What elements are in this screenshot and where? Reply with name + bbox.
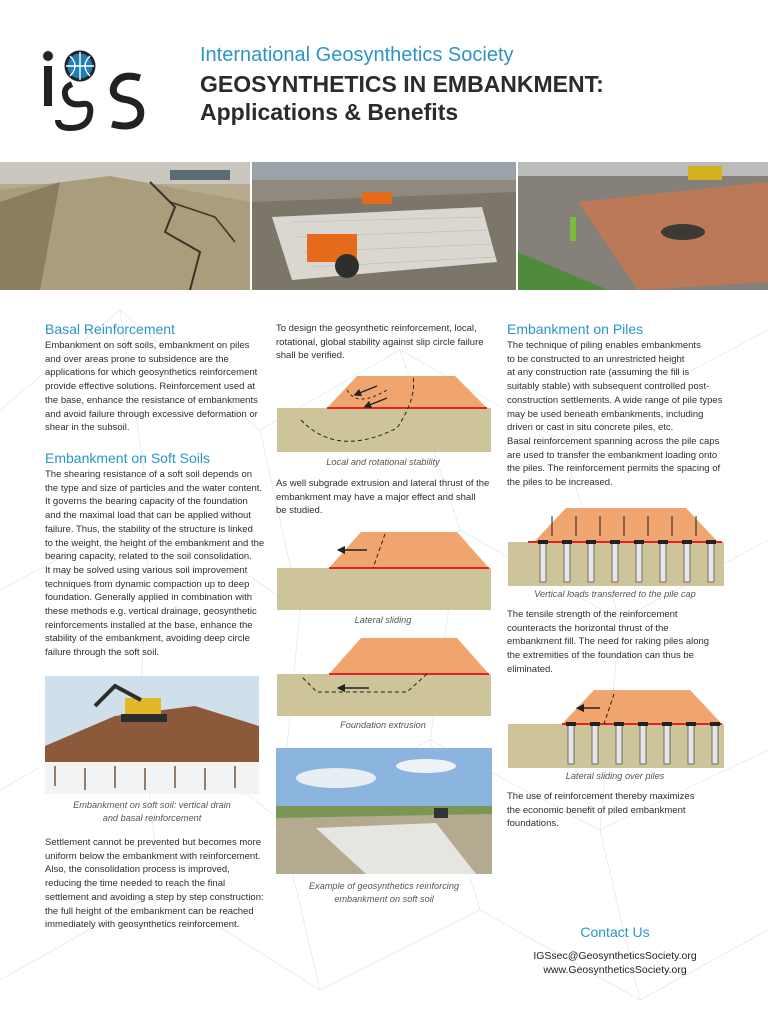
piles-heading: Embankment on Piles — [507, 321, 644, 337]
text-line: shear in the subsoil. — [45, 422, 130, 434]
text-line: suitably stable) with subsequent controlled post- — [507, 381, 710, 393]
text-line: eliminated. — [507, 663, 553, 675]
text-line: these methods e.g. vertical drainage, geosynthetic — [45, 606, 257, 618]
tensile-strength-text — [507, 608, 732, 677]
text-line: failure through the soft soil. — [45, 647, 160, 659]
text-line: applications for which geosynthetics reinforcement — [45, 367, 258, 379]
caption-line: embankment on soft soil — [334, 893, 434, 904]
caption-local-stability: Local and rotational stability — [326, 457, 440, 467]
text-line: reducing the time needed to reach the final — [45, 878, 226, 890]
text-line: settlement and avoiding a step by step construction: — [45, 891, 264, 903]
cracked-embankment-photo — [0, 162, 250, 290]
text-line: bearing capacity, related to the soil consolidation. — [45, 551, 252, 563]
text-line: foundations. — [507, 818, 559, 830]
text-line: the extremities of the foundation can thus be — [507, 650, 694, 662]
text-line: reinforcements installed at the base, enhance the — [45, 619, 253, 631]
economic-benefit-text — [507, 790, 732, 831]
piles-text — [507, 339, 732, 490]
settlement-text — [45, 836, 267, 932]
text-line: As well subgrade extrusion and lateral thrust of the — [276, 478, 490, 489]
title-line-1: GEOSYNTHETICS IN EMBANKMENT: — [200, 71, 604, 97]
design-intro-text — [276, 322, 496, 363]
text-line: the base, enhance the resistance of embankments — [45, 394, 258, 406]
text-line: the full height of the embankment can be reached — [45, 905, 254, 917]
embankment-on-piles-section — [507, 321, 732, 490]
lateral-sliding-over-piles-diagram — [508, 688, 724, 768]
text-line: It may be solved using various soil improvement — [45, 564, 248, 576]
text-line: be studied. — [276, 505, 323, 517]
text-line: embankment fill. The need for raking piles along — [507, 636, 710, 648]
text-line: the economic benefit of piled embankment — [507, 804, 686, 816]
site-compaction-roller-photo — [252, 162, 516, 290]
lateral-sliding-diagram — [277, 530, 491, 610]
example-photo-caption — [276, 880, 492, 905]
contact-email-link[interactable]: IGSsec@GeosyntheticsSociety.org — [533, 950, 697, 962]
caption-lateral-sliding-piles: Lateral sliding over piles — [565, 771, 665, 781]
caption-vertical-loads: Vertical loads transferred to the pile cap — [534, 589, 696, 599]
text-line: construction settlements. A wide range of pile types — [507, 394, 723, 406]
text-line: Embankment on soft soils, embankment on piles — [45, 340, 250, 351]
subgrade-text — [276, 477, 496, 518]
caption-foundation-extrusion: Foundation extrusion — [340, 720, 426, 730]
vertical-loads-pile-diagram — [508, 506, 724, 586]
text-line: To design the geosynthetic reinforcement, local, — [276, 323, 477, 334]
caption-line: Embankment on soft soil: vertical drain — [73, 800, 231, 810]
text-line: and the maximal load that can be applied without — [45, 510, 251, 522]
caption-line: Example of geosynthetics reinforcing — [308, 881, 460, 891]
contact-heading: Contact Us — [580, 924, 650, 940]
foundation-extrusion-diagram — [277, 636, 491, 716]
igs-logo — [40, 44, 152, 134]
site-reinforcement-grid-photo — [518, 162, 768, 290]
text-line: rotational, global stability against slip circle failure — [276, 336, 484, 348]
text-line: driven or cast in situ concrete piles, etc. — [507, 422, 674, 434]
text-line: to be constructed to an unrestricted height — [507, 353, 685, 365]
text-line: shall be verified. — [276, 350, 345, 362]
caption-lateral-sliding: Lateral sliding — [354, 615, 412, 625]
org-name: International Geosynthetics Society — [200, 44, 514, 66]
text-line: It governs the bearing capacity of the foundation — [45, 496, 248, 508]
text-line: The use of reinforcement thereby maximizes — [507, 791, 695, 802]
text-line: techniques from dynamic compaction up to deep — [45, 578, 250, 590]
text-line: the piles to be increased. — [507, 477, 613, 489]
text-line: The shearing resistance of a soft soil depends on — [45, 469, 253, 480]
excavator-on-soft-soil-photo — [45, 676, 259, 794]
soft-soils-section — [45, 450, 267, 660]
text-line: foundation. Generally applied in combination with — [45, 592, 253, 604]
text-line: embankment may have a major effect and shall — [276, 491, 476, 503]
text-line: failure. Thus, the stability of the structure is linked — [45, 523, 253, 535]
text-line: provide effective solutions. Reinforcement used at — [45, 381, 255, 393]
text-line: immediately with geosynthetics reinforcement. — [45, 919, 240, 931]
text-line: stability of the embankment, avoiding deep circle — [45, 633, 250, 645]
text-line: may be used beneath embankments, including — [507, 408, 704, 420]
basal-reinforcement-section — [45, 321, 265, 435]
text-line: counteracts the horizontal thrust of the — [507, 622, 669, 634]
text-line: and over areas prone to subsidence are the — [45, 353, 229, 365]
text-line: Also, the consolidation process is improved, — [45, 864, 230, 876]
reinforced-embankment-field-photo — [276, 748, 492, 874]
basal-heading: Basal Reinforcement — [45, 321, 175, 337]
title-line-2: Applications & Benefits — [200, 99, 459, 125]
soft-soils-text — [45, 468, 267, 660]
local-rotational-stability-diagram — [277, 368, 491, 452]
text-line: to the weight, the height of the embankment and the — [45, 537, 265, 549]
text-line: the type and size of particles and the water content. — [45, 482, 263, 494]
text-line: Basal reinforcement spanning across the pile caps — [507, 435, 720, 447]
text-line: The tensile strength of the reinforcement — [507, 609, 678, 620]
soft-soils-heading: Embankment on Soft Soils — [45, 450, 210, 466]
contact-website-link[interactable]: www.GeosyntheticsSociety.org — [543, 964, 687, 976]
text-line: The technique of piling enables embankments — [507, 340, 701, 351]
text-line: Settlement cannot be prevented but becomes more — [45, 837, 261, 848]
text-line: are used to transfer the embankment loading onto — [507, 449, 718, 461]
basal-text — [45, 339, 265, 435]
text-line: and avoid failure through excessive deformation or — [45, 408, 258, 420]
page-title — [200, 70, 604, 126]
text-line: uniform below the embankment with reinforcement. — [45, 850, 261, 862]
text-line: the piles. The reinforcement permits the spacing of — [507, 463, 721, 475]
text-line: at any construction rate (assuming the fill is — [507, 367, 690, 379]
caption-line: and basal reinforcement — [102, 812, 202, 823]
soft-soil-photo-caption — [45, 799, 259, 824]
